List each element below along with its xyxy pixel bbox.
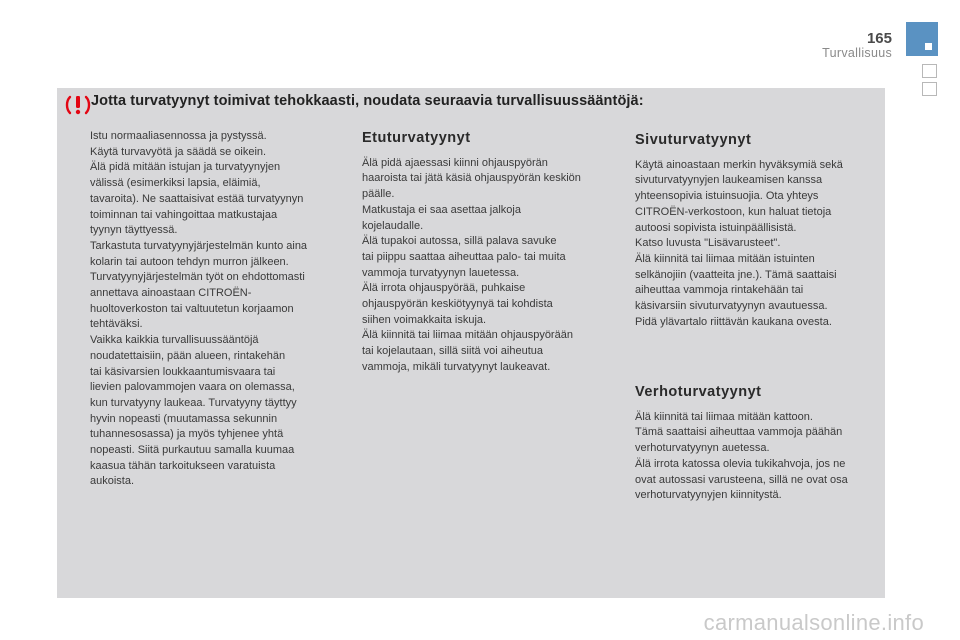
- chapter-tab-marker: [925, 43, 932, 50]
- front-airbags-heading: Etuturvatyynyt: [362, 130, 471, 146]
- text-line: Tämä saattaisi aiheuttaa vammoja päähän: [635, 426, 843, 439]
- text-line: Käytä turvavyötä ja säädä se oikein.: [90, 145, 267, 158]
- text-line: siihen voimakkaita iskuja.: [362, 313, 487, 326]
- page-number: 165: [866, 30, 892, 47]
- text-line: Älä irrota ohjauspyörää, puhkaise: [362, 282, 526, 295]
- text-line: kun turvatyyny laukeaa. Turvatyyny täyttyy: [90, 396, 297, 409]
- text-line: Älä pidä mitään istujan ja turvatyynyjen: [90, 161, 281, 174]
- warning-icon: [65, 94, 91, 116]
- front-airbags-section: [362, 131, 612, 376]
- text-line: lievien palovammojen vaara on olemassa,: [90, 381, 295, 394]
- text-line: tai piippu saattaa aiheuttaa palo- tai muita: [362, 250, 566, 263]
- text-line: Älä tupakoi autossa, sillä palava savuke: [362, 235, 557, 248]
- text-line: autoosi sopivista istuinpäällisistä.: [635, 221, 797, 234]
- front-airbags-body: [362, 156, 612, 376]
- text-line: toiminnan tai vahingoittaa matkustajaa: [90, 208, 278, 221]
- text-line: ohjauspyörän keskiötyynyä tai kohdista: [362, 298, 553, 311]
- chapter-tab[interactable]: [922, 82, 937, 96]
- warning-panel: [57, 88, 885, 598]
- text-line: hyvin nopeasti (muutamassa sekunnin: [90, 412, 278, 425]
- text-line: tuhannesosassa) ja myös tyhjenee yhtä: [90, 428, 284, 441]
- text-line: Älä kiinnitä tai liimaa mitään istuinten: [635, 252, 815, 265]
- curtain-airbags-heading: Verhoturvatyynyt: [635, 384, 762, 400]
- warning-icon-shape: [67, 96, 89, 114]
- text-line: Pidä ylävartalo riittävän kaukana ovesta.: [635, 315, 832, 328]
- text-line: noudatettaisiin, pään alueen, rintakehän: [90, 349, 286, 362]
- text-line: kolarin tai autoon tehdyn murron jälkeen.: [90, 255, 289, 268]
- general-rules: [90, 129, 340, 490]
- warning-title: Jotta turvatyynyt toimivat tehokkaasti, noudata seuraavia turvallisuussääntöjä:: [91, 93, 644, 109]
- side-airbags-body: [635, 158, 885, 331]
- text-line: verhoturvatyynyjen kiinnitystä.: [635, 489, 782, 502]
- text-line: vammoja, mikäli turvatyynyt laukeavat.: [362, 360, 551, 373]
- chapter-tab-active[interactable]: [906, 22, 938, 56]
- side-airbags-heading: Sivuturvatyynyt: [635, 132, 752, 148]
- text-line: nopeasti. Siitä purkautuu samalla kuumaa: [90, 444, 295, 457]
- chapter-tab[interactable]: [922, 64, 937, 78]
- text-line: haaroista tai jätä käsiä ohjauspyörän keskiön: [362, 172, 581, 185]
- text-line: Tarkastuta turvatyynyjärjestelmän kunto aina: [90, 239, 308, 252]
- text-line: CITROËN-verkostoon, kun haluat tietoja: [635, 205, 832, 218]
- text-line: tai käsivarsien loukkaantumisvaara tai: [90, 365, 276, 378]
- text-line: kojelaudalle.: [362, 219, 424, 232]
- text-line: tehtäväksi.: [90, 318, 143, 331]
- text-line: käsivarsiin sivuturvatyynyn avautuessa.: [635, 300, 828, 313]
- general-rules-body: [90, 129, 340, 490]
- text-line: tyynyn täyttyessä.: [90, 224, 178, 237]
- text-line: selkänojiin (vaatteita jne.). Tämä saattaisi: [635, 268, 837, 281]
- text-line: päälle.: [362, 188, 395, 201]
- text-line: Älä kiinnitä tai liimaa mitään kattoon.: [635, 410, 813, 423]
- text-line: Vaikka kaikkia turvallisuussääntöjä: [90, 334, 259, 347]
- text-line: kaasua tähän tarkoitukseen varatuista: [90, 459, 276, 472]
- text-line: sivuturvatyynyjen laukeamisen kanssa: [635, 174, 823, 187]
- text-line: Istu normaaliasennossa ja pystyssä.: [90, 130, 267, 142]
- text-line: ovat autossasi varusteena, sillä ne ovat osa: [635, 473, 848, 486]
- text-line: tavaroita). Ne saattaisivat estää turvatyynyn: [90, 192, 304, 205]
- text-line: huoltoverkoston tai valtuutetun korjaamon: [90, 302, 294, 315]
- text-line: Turvatyynyjärjestelmän työt on ehdottomasti: [90, 271, 305, 284]
- text-line: aiheuttaa vammoja rintakehään tai: [635, 284, 804, 297]
- text-line: yhteensopivia istuinsuojia. Ota yhteys: [635, 190, 819, 203]
- text-line: Matkustaja ei saa asettaa jalkoja: [362, 203, 521, 216]
- side-airbags-section: [635, 133, 885, 330]
- text-line: verhoturvatyynyn auetessa.: [635, 442, 770, 455]
- text-line: Älä kiinnitä tai liimaa mitään ohjauspyörään: [362, 329, 573, 342]
- text-line: välissä (esimerkiksi lapsia, eläimiä,: [90, 177, 261, 190]
- text-line: Katso luvusta "Lisävarusteet".: [635, 237, 781, 250]
- text-line: Älä pidä ajaessasi kiinni ohjauspyörän: [362, 156, 548, 169]
- curtain-airbags-section: [635, 385, 885, 504]
- watermark: carmanualsonline.info: [703, 610, 924, 635]
- section-name: Turvallisuus: [822, 46, 892, 60]
- text-line: Käytä ainoastaan merkin hyväksymiä sekä: [635, 158, 843, 171]
- text-line: aukoista.: [90, 475, 135, 488]
- text-line: tai kojelautaan, sillä siitä voi aiheutua: [362, 345, 544, 358]
- text-line: annettava ainoastaan CITROËN-: [90, 287, 252, 300]
- curtain-airbags-body: [635, 410, 885, 504]
- text-line: vammoja turvatyynyn lauetessa.: [362, 266, 520, 279]
- text-line: Älä irrota katossa olevia tukikahvoja, jos ne: [635, 457, 846, 470]
